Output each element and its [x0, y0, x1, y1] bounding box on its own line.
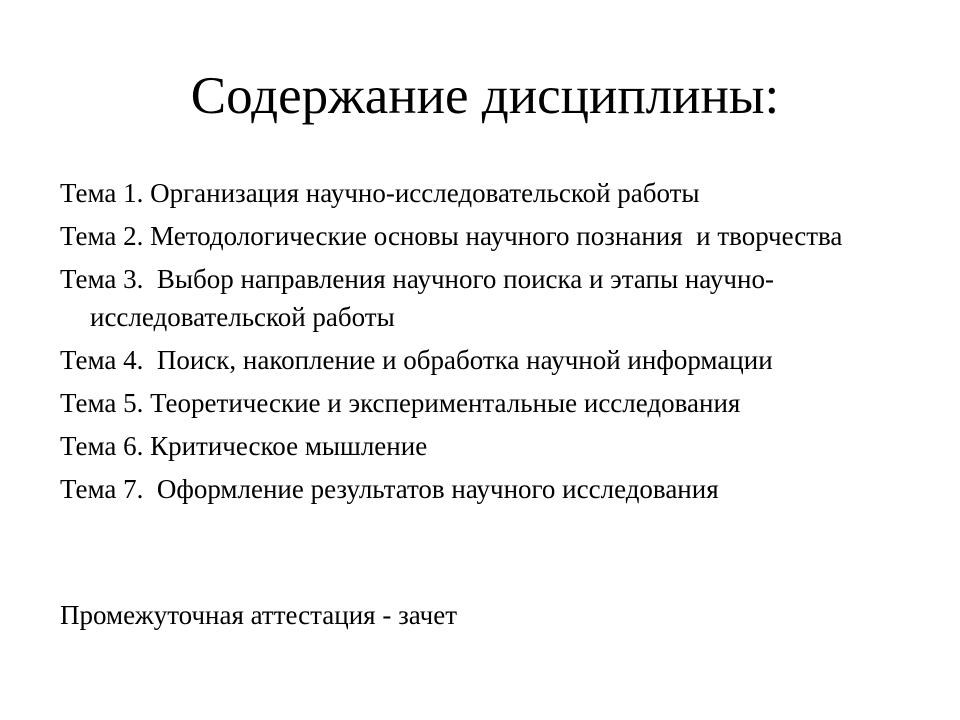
topic-2: Тема 2. Методологические основы научного познания и творчества	[60, 221, 843, 251]
slide-title: Содержание дисциплины:	[190, 67, 780, 125]
topic-list	[60, 174, 920, 513]
topic-7: Тема 7. Оформление результатов научного исследования	[60, 474, 719, 504]
topic-1: Тема 1. Организация научно-исследовательской работы	[60, 178, 700, 208]
topic-4: Тема 4. Поиск, накопление и обработка научной информации	[60, 345, 773, 375]
assessment-note: Промежуточная аттестация - зачет	[60, 600, 458, 630]
topic-5: Тема 5. Теоретические и экспериментальные исследования	[60, 388, 741, 418]
topic-6: Тема 6. Критическое мышление	[60, 431, 428, 461]
topic-3: Тема 3. Выбор направления научного поиска и этапы научно-исследовательской работы	[60, 264, 774, 332]
